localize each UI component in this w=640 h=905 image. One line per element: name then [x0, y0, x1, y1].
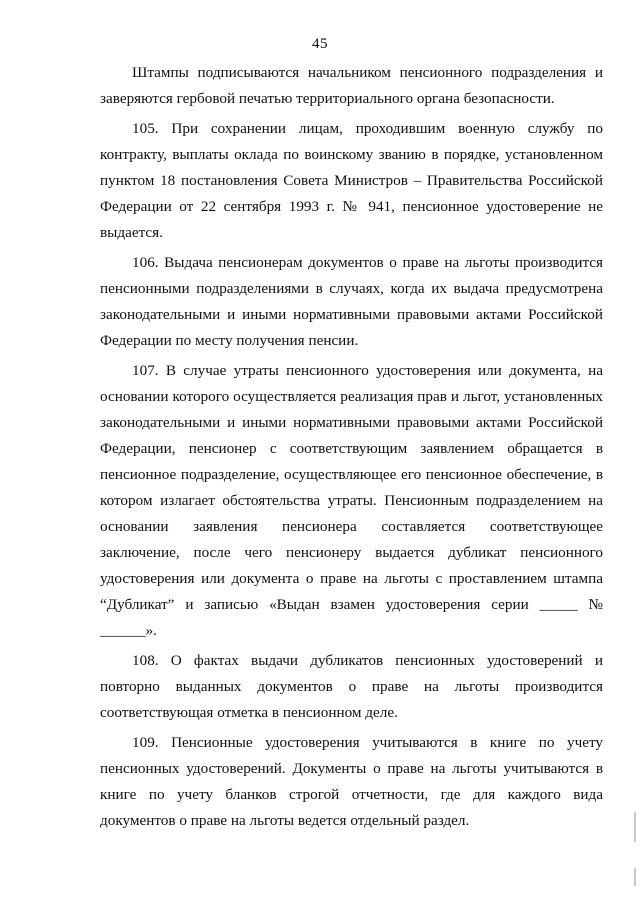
paragraph-106: 106. Выдача пенсионерам документов о праве на льготы производится пенсионными подразделениями в случаях, когда их выдача предусмотрена законодательными и иными нормативными правовыми актами Российской Федерации по месту получения пенсии. — [100, 254, 603, 349]
paragraph-108: 108. О фактах выдачи дубликатов пенсионных удостоверений и повторно выданных документов о праве на льготы производится соответствующая отметка в пенсионном деле. — [100, 652, 603, 721]
scan-edge-mark — [634, 868, 636, 886]
scan-edge-mark — [634, 812, 636, 842]
paragraph-107: 107. В случае утраты пенсионного удостоверения или документа, на основании которого осуществляется реализация прав и льгот, установленных законодательными и иными нормативными правовыми актами Российской Федерации, пенсионер с соответствующим заявлением обращается в пенсионное подразделение, осуществляющее его пенсионное обеспечение, в котором излагает обстоятельства утраты. Пенсионным подразделением на основании заявления пенсионера составляется соответствующее заключение, после чего пенсионеру выдается дубликат пенсионного удостоверения или документа о праве на льготы с проставлением штампа “Дубликат” и записью «Выдан взамен удостоверения серии _____ № ______». — [100, 362, 603, 639]
paragraph-109: 109. Пенсионные удостоверения учитываются в книге по учету пенсионных удостоверений. Документы о праве на льготы учитываются в книге по учету бланков строгой отчетности, где для каждого вида документов о праве на льготы ведется отдельный раздел. — [100, 734, 603, 829]
document-body — [100, 60, 603, 838]
page-number: 45 — [312, 36, 328, 52]
paragraph-105: 105. При сохранении лицам, проходившим военную службу по контракту, выплаты оклада по воинскому званию в порядке, установленном пунктом 18 постановления Совета Министров – Правительства Российской Федерации от 22 сентября 1993 г. № 941, пенсионное удостоверение не выдается. — [100, 120, 603, 241]
paragraph-intro: Штампы подписываются начальником пенсионного подразделения и заверяются гербовой печатью территориального органа безопасности. — [100, 64, 603, 107]
